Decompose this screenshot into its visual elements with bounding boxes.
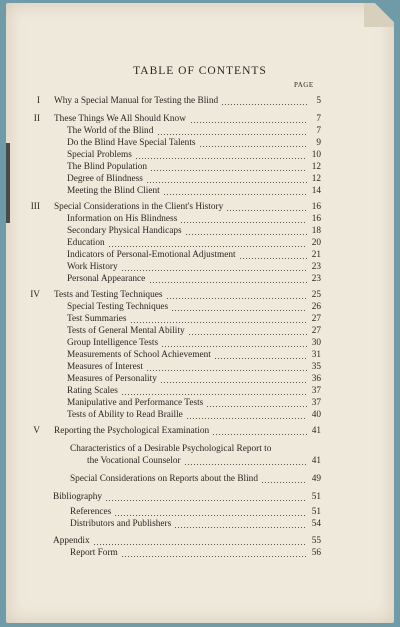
toc-entry — [6, 535, 394, 547]
toc-entry — [6, 491, 394, 503]
page-number: 16 — [311, 202, 321, 212]
chapter-numeral: II — [33, 114, 40, 124]
page-number: 41 — [311, 426, 321, 436]
toc-entry — [6, 361, 394, 373]
page-number: 23 — [311, 262, 321, 272]
page-number: 36 — [311, 374, 321, 384]
toc-entry-title: Appendix — [53, 536, 90, 546]
chapter-numeral: IV — [30, 290, 40, 300]
toc-entry — [6, 113, 394, 125]
toc-entry-title: Special Considerations on Reports about the Blind — [70, 474, 258, 484]
page-number: 27 — [311, 326, 321, 336]
toc-entry — [6, 385, 394, 397]
toc-entry — [6, 261, 394, 273]
page-number: 35 — [311, 362, 321, 372]
toc-entry — [6, 325, 394, 337]
toc-entry — [6, 409, 394, 421]
toc-entry — [6, 213, 394, 225]
toc-entry — [6, 125, 394, 137]
toc-entry — [6, 289, 394, 301]
page-number: 12 — [311, 174, 321, 184]
toc-entry-title: Bibliography — [53, 492, 103, 502]
toc-entry-title: Distributors and Publishers — [70, 519, 172, 529]
toc-entry-title: Meeting the Blind Client — [67, 186, 160, 196]
page-number: 9 — [316, 138, 321, 148]
page-number: 40 — [311, 410, 321, 420]
page-number: 16 — [311, 214, 321, 224]
chapter-numeral: I — [36, 96, 40, 106]
toc-entry — [6, 397, 394, 409]
toc-entry-title: Rating Scales — [67, 386, 118, 396]
toc-entry — [6, 349, 394, 361]
page-number: 41 — [311, 456, 321, 466]
toc-entry — [6, 173, 394, 185]
toc-entry-title: Special Considerations in the Client's History — [54, 202, 224, 212]
toc-entry-title: Measures of Personality — [67, 374, 157, 384]
toc-entry-title: Degree of Blindness — [67, 174, 143, 184]
toc-entry — [6, 547, 394, 559]
toc-entry-title: Special Testing Techniques — [67, 302, 169, 312]
page-number: 27 — [311, 314, 321, 324]
toc-entry-title: Work History — [67, 262, 118, 272]
page-number: 7 — [316, 126, 321, 136]
page-number: 51 — [311, 507, 321, 517]
toc-entry-title: Measurements of School Achievement — [67, 350, 211, 360]
toc-entry-title: Tests and Testing Techniques — [54, 290, 163, 300]
toc-entry — [6, 137, 394, 149]
toc-entry-title: Tests of Ability to Read Braille — [67, 410, 183, 420]
toc-entry — [6, 337, 394, 349]
toc-entry-title: Education — [67, 238, 105, 248]
toc-entry-title-continued: the Vocational Counselor — [87, 456, 181, 466]
page-number: 26 — [311, 302, 321, 312]
toc-entry — [6, 273, 394, 285]
chapter-numeral: V — [33, 426, 40, 436]
toc-entry — [6, 225, 394, 237]
page-number: 12 — [311, 162, 321, 172]
toc-entry — [6, 201, 394, 213]
toc-entry — [6, 373, 394, 385]
toc-entry-title: Special Problems — [67, 150, 132, 160]
toc-entry-title: Manipulative and Performance Tests — [67, 398, 204, 408]
toc-entry-title: The World of the Blind — [67, 126, 154, 136]
toc-entry-continuation — [6, 455, 394, 467]
toc-entry-title: Group Intelligence Tests — [67, 338, 159, 348]
page-number: 10 — [311, 150, 321, 160]
toc-entry-title: Test Summaries — [67, 314, 127, 324]
page-number: 21 — [311, 250, 321, 260]
page-title: TABLE OF CONTENTS — [133, 65, 267, 77]
toc-entry — [6, 518, 394, 530]
toc-entry-title: References — [70, 507, 112, 517]
folded-corner — [364, 3, 394, 27]
toc-entry-title: These Things We All Should Know — [54, 114, 186, 124]
toc-entry — [6, 249, 394, 261]
toc-entry — [6, 506, 394, 518]
toc-entry — [6, 443, 394, 455]
toc-entry-title: Report Form — [70, 548, 118, 558]
page-number: 25 — [311, 290, 321, 300]
page-number: 7 — [316, 114, 321, 124]
page-number: 37 — [311, 398, 321, 408]
toc-entry — [6, 473, 394, 485]
toc-entry-title: Indicators of Personal-Emotional Adjustment — [67, 250, 236, 260]
toc-entry-title: Do the Blind Have Special Talents — [67, 138, 196, 148]
toc-entry — [6, 161, 394, 173]
toc-entry-title: The Blind Population — [67, 162, 148, 172]
page-number: 5 — [316, 96, 321, 106]
toc-entry-title: Measures of Interest — [67, 362, 143, 372]
page-number: 18 — [311, 226, 321, 236]
page-number: 55 — [311, 536, 321, 546]
toc-entry-title: Characteristics of a Desirable Psychological Report to — [70, 444, 272, 454]
page-number: 51 — [311, 492, 321, 502]
toc-entry-title: Tests of General Mental Ability — [67, 326, 185, 336]
toc-entry-title: Personal Appearance — [67, 274, 146, 284]
toc-entry — [6, 301, 394, 313]
toc-entry — [6, 313, 394, 325]
toc-entry-title: Why a Special Manual for Testing the Blind — [54, 96, 219, 106]
page-number: 30 — [311, 338, 321, 348]
document-page — [6, 3, 394, 623]
page-number: 49 — [311, 474, 321, 484]
page-number: 37 — [311, 386, 321, 396]
toc-entry-title: Secondary Physical Handicaps — [67, 226, 182, 236]
page-column-label: PAGE — [294, 81, 314, 89]
toc-entry-title: Information on His Blindness — [67, 214, 178, 224]
toc-entry — [6, 149, 394, 161]
page-number: 56 — [311, 548, 321, 558]
toc-entry-title: Reporting the Psychological Examination — [54, 426, 210, 436]
page-number: 31 — [311, 350, 321, 360]
page-number: 23 — [311, 274, 321, 284]
toc-entry — [6, 95, 394, 107]
toc-entry — [6, 237, 394, 249]
chapter-numeral: III — [30, 202, 40, 212]
page-number: 20 — [311, 238, 321, 248]
toc-entry — [6, 425, 394, 437]
toc-entry — [6, 185, 394, 197]
page-number: 14 — [311, 186, 321, 196]
page-number: 54 — [311, 519, 321, 529]
